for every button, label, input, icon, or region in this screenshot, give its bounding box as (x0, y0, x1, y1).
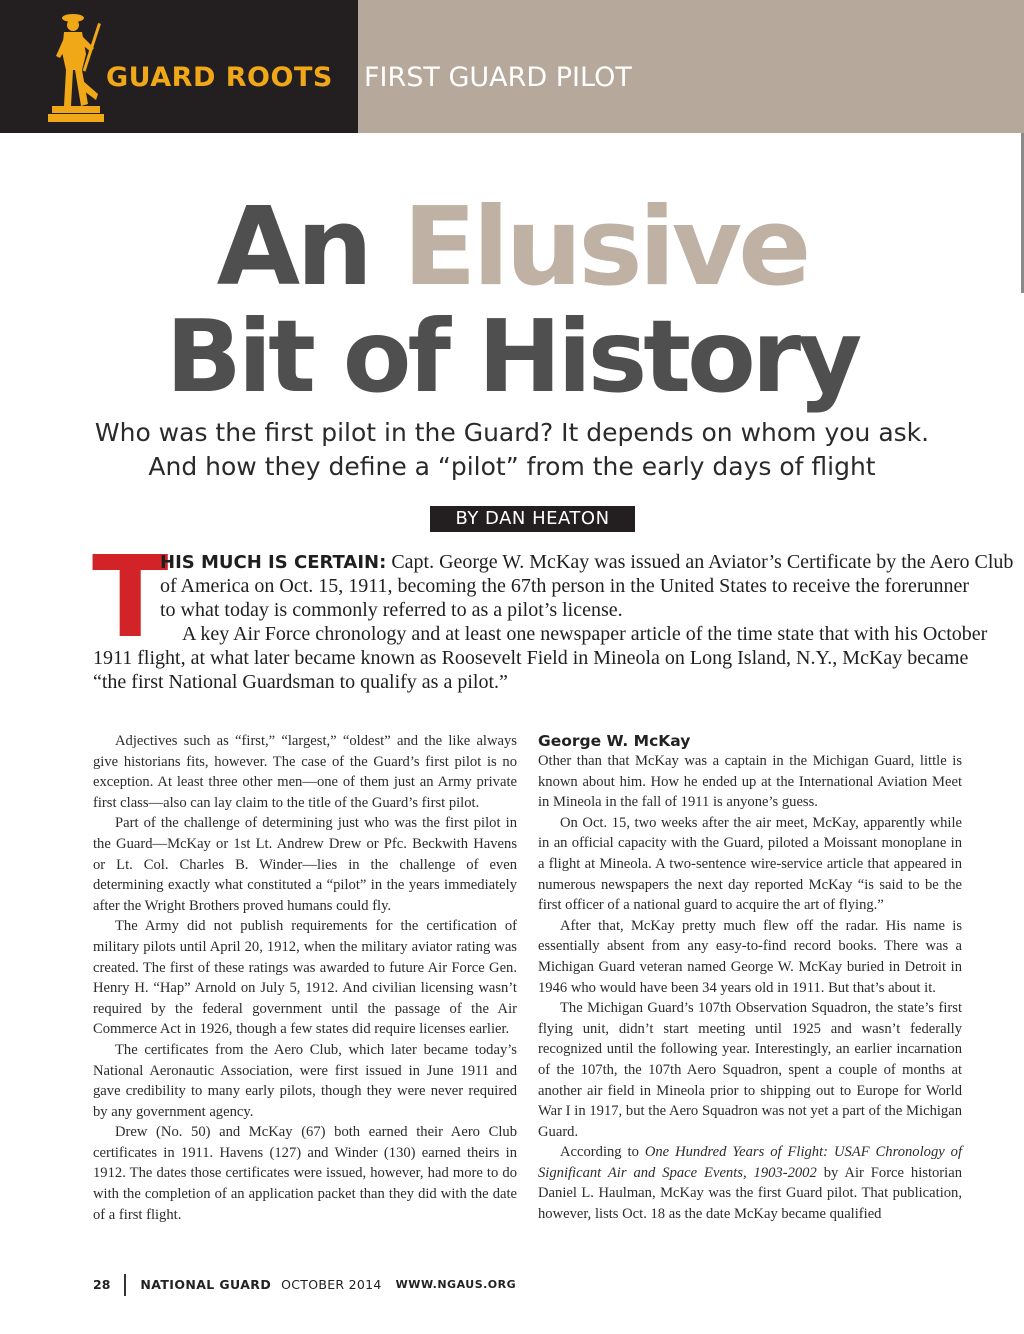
citation-tail: by Air Force historian Daniel L. Haulman, McKay was the first Guard pilot. That publication, however, lists Oct. 18 as the date McKay became qualified (538, 1164, 962, 1223)
website-url: WWW.NGAUS.ORG (395, 1278, 517, 1291)
byline: BY DAN HEATON (430, 506, 635, 532)
minuteman-statue-icon (46, 8, 106, 128)
body-paragraph: The Army did not publish requirements for the certification of military pilots until April 20, 1912, when the military aviator rating was created. The first of these ratings was awarded to future Air Force Gen. Henry H. “Hap” Arnold on July 5, 1912. And civilian licensing wasn’t required by the federal government until the passage of the Air Commerce Act in 1926, though a few states did require licenses earlier. (93, 918, 517, 1038)
body-paragraph: The certificates from the Aero Club, which later became today’s National Aeronautic Association, were first issued in June 1911 and gave credibility to many early pilots, though they were never required by any government agency. (93, 1041, 517, 1120)
lead-line-3: to what today is commonly referred to as a pilot’s license. (160, 599, 623, 621)
deck-line-2: And how they define a “pilot” from the early days of flight (148, 452, 876, 481)
book-title: One Hundred Years of Flight: USAF Chronology of Significant Air and Space Events, 1903-2002 (538, 1144, 963, 1181)
lead-line-6: “the first National Guardsman to qualify as a pilot.” (93, 671, 508, 693)
body-paragraph: Drew (No. 50) and McKay (67) both earned their Aero Club certificates in 1911. Havens (127) and Winder (130) earned theirs in 1912. The dates those certificates were issued, however, had more to do with the completion of an application packet than they did with the date of a first flight. (93, 1124, 517, 1223)
section-heading: George W. McKay (538, 732, 691, 750)
body-paragraph (538, 1142, 962, 1224)
section-label: GUARD ROOTS (106, 62, 333, 93)
body-paragraph: Part of the challenge of determining just who was the first pilot in the Guard—McKay or 1st Lt. Andrew Drew or Pfc. Beckwith Havens or Lt. Col. Charles B. Winder—lies in the challenge of even determining exactly what constituted a “pilot” in the years immediately after the Wright Brothers proved humans could fly. (93, 815, 517, 914)
body-paragraph: After that, McKay pretty much flew off the radar. His name is essentially absent from any easy-to-find record books. There was a Michigan Guard veteran named George W. McKay buried in Detroit in 1946 who would have been 34 years old in 1911. But that’s about it. (538, 917, 962, 996)
lead-in: HIS MUCH IS CERTAIN: (160, 552, 387, 573)
headline-line-1 (0, 185, 1024, 310)
lead-line-1 (160, 550, 1013, 575)
body-paragraph: On Oct. 15, two weeks after the air meet, McKay, apparently while in an official capacity with the Guard, piloted a Moissant monoplane in a flight at Mineola. A two-sentence wire-service article that appeared in numerous newspapers the next day reported McKay “is said to be the first officer of a national guard to acquire the art of flying.” (538, 814, 962, 914)
footer-divider (124, 1274, 126, 1296)
body-column-left (93, 731, 517, 1225)
page-footer (93, 1274, 516, 1294)
headline-line-2: Bit of History (165, 298, 859, 415)
lead-line-5: 1911 flight, at what later became known as Roosevelt Field in Mineola on Long Island, N.Y., McKay became (93, 647, 969, 669)
body-paragraph: Adjectives such as “first,” “largest,” “oldest” and the like always give historians fits, however. The case of the Guard’s first pilot is no exception. At least three other men—one of them just an Army private first class—also can lay claim to the title of the Guard’s first pilot. (93, 733, 517, 811)
magazine-name: NATIONAL GUARD (140, 1277, 272, 1292)
section-topic: FIRST GUARD PILOT (364, 62, 632, 93)
citation-lead: According to (560, 1144, 645, 1161)
headline-word-an: An (216, 185, 370, 310)
page-number: 28 (93, 1277, 111, 1292)
lead-line-1-text: Capt. George W. McKay was issued an Aviator’s Certificate by the Aero Club (391, 551, 1014, 573)
body-paragraph: The Michigan Guard’s 107th Observation Squadron, the state’s first flying unit, didn’t start meeting until 1925 and wasn’t federally recognized until the following year. Interestingly, an earlier incarnation of the 107th, the 107th Aero Squadron, spent a couple of months at another air field in Mineola prior to shipping out to Europe for World War I in 1917, but the Aero Squadron was not yet a part of the Michigan Guard. (538, 1000, 962, 1140)
headline-word-elusive: Elusive (402, 185, 808, 310)
lead-line-2: of America on Oct. 15, 1911, becoming the 67th person in the United States to receive the forerunner (160, 575, 970, 597)
issue-date: OCTOBER 2014 (281, 1277, 382, 1292)
lead-line-4: A key Air Force chronology and at least one newspaper article of the time state that with his October (182, 623, 988, 645)
body-paragraph: Other than that McKay was a captain in the Michigan Guard, little is known about him. How he ended up at the International Aviation Meet in Mineola in the fall of 1911 is anyone’s guess. (538, 753, 962, 811)
drop-cap: T (92, 533, 169, 663)
body-column-right (538, 731, 962, 1225)
deck-line-1: Who was the first pilot in the Guard? It depends on whom you ask. (94, 418, 930, 447)
